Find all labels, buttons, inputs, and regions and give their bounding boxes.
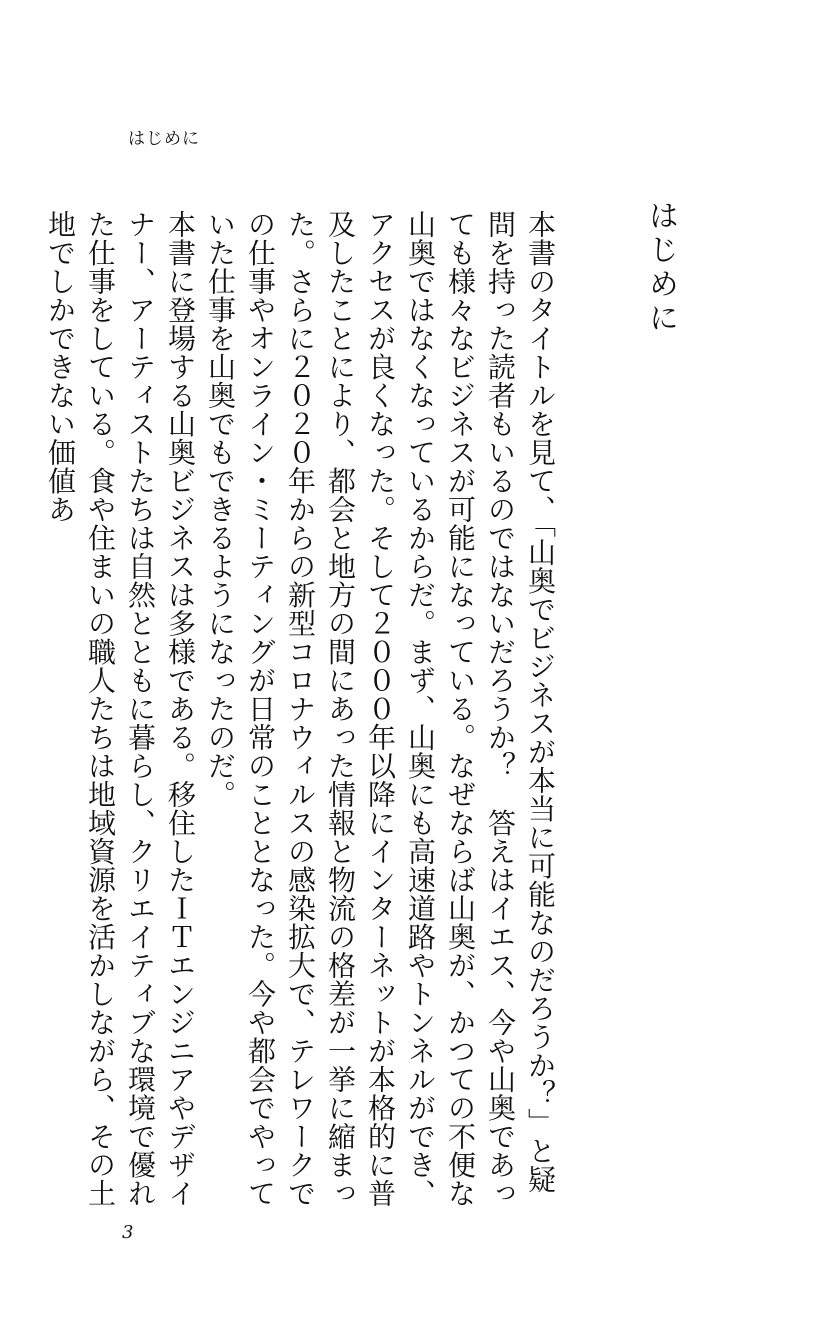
body-text xyxy=(44,210,560,1215)
paragraph-2: 本書に登場する山奥ビジネスは多様である。移住したＩＴエンジニアやデザイナー、アーティストたちは自然とともに暮らし、クリエイティブな環境で優れた仕事をしている。食や住まいの職人たちは地域資源を活かしながら、その土地でしかできない価値あ xyxy=(44,210,197,1208)
page-number: 3 xyxy=(122,1222,134,1243)
chapter-title: はじめに xyxy=(643,200,678,336)
paragraph-1: 本書のタイトルを見て、「山奥でビジネスが本当に可能なのだろうか？」と疑問を持った読者もいるのではないだろうか？ 答えはイエス、今や山奥であっても様々なビジネスが可能になっている。なぜならば山奥が、かつての不便な山奥ではなくなっているからだ。まず、山奥にも高速道路やトンネルができ、アクセスが良くなった。そして２０００年以降にインターネットが本格的に普及したことにより、都会と地方の間にあった情報と物流の格差が一挙に縮まった。さらに２０２０年からの新型コロナウィルスの感染拡大で、テレワークでの仕事やオンライン・ミーティングが日常のこととなった。今や都会でやっていた仕事を山奥でもできるようになったのだ。 xyxy=(204,210,557,1208)
running-head: はじめに xyxy=(128,129,200,149)
